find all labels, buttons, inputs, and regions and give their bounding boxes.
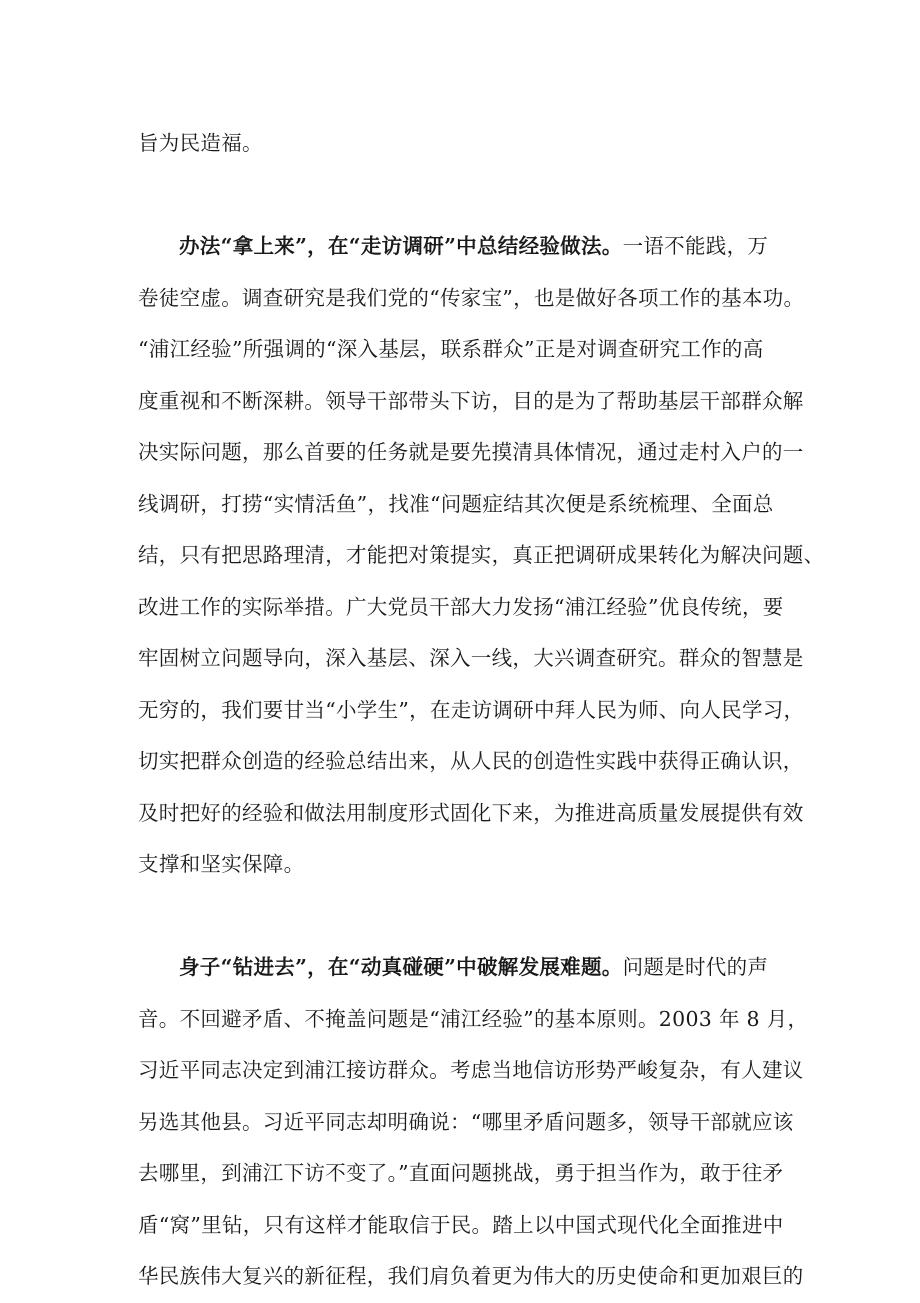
- paragraph-1-line-5: 决实际问题，那么首要的任务就是要先摸清具体情况，通过走村入户的一: [138, 440, 804, 464]
- paragraph-gap: [138, 891, 793, 943]
- document-body: [138, 118, 825, 1303]
- paragraph-2-line-5: 去哪里，到浦江下访不变了。”直面问题挑战，勇于担当作为，敢于往矛: [138, 1161, 784, 1185]
- paragraph-2-line-1: [138, 942, 793, 994]
- paragraph-0-line-1: 旨为民造福。: [138, 131, 263, 155]
- paragraph-2-line-3: 习近平同志决定到浦江接访群众。考虑当地信访形势严峻复杂，有人建议: [138, 1058, 804, 1082]
- paragraph-1-line-11: 切实把群众创造的经验总结出来，从人民的创造性实践中获得正确认识，: [138, 749, 804, 773]
- paragraph-1-line-7: 结，只有把思路理清，才能把对策提实，真正把调研成果转化为解决问题、: [138, 543, 825, 567]
- paragraph-2-heading: 身子“钻进去”，在“动真碰硬”中破解发展难题。: [179, 955, 623, 979]
- paragraph-2-line-4: 另选其他县。习近平同志却明确说：“哪里矛盾问题多，领导干部就应该: [138, 1109, 794, 1134]
- paragraph-1-line-3: “浦江经验”所强调的“深入基层，联系群众”正是对调查研究工作的高: [138, 337, 764, 361]
- paragraph-2-line-6: 盾“窝”里钻，只有这样才能取信于民。踏上以中国式现代化全面推进中: [138, 1212, 784, 1237]
- paragraph-2-line-7: 华民族伟大复兴的新征程，我们肩负着更为伟大的历史使命和更加艰巨的: [138, 1264, 804, 1288]
- paragraph-gap: [138, 170, 793, 222]
- paragraph-1-first-tail: 一语不能践，万: [622, 234, 769, 258]
- paragraph-1-heading: 办法“拿上来”，在“走访调研”中总结经验做法。: [179, 234, 623, 258]
- paragraph-1-line-2: 卷徒空虚。调查研究是我们党的“传家宝”，也是做好各项工作的基本功。: [138, 285, 805, 310]
- paragraph-1-line-13: 支撑和坚实保障。: [138, 852, 305, 876]
- paragraph-1-line-9: 牢固树立问题导向，深入基层、深入一线，大兴调查研究。群众的智慧是: [138, 646, 804, 670]
- paragraph-2-first-tail: 问题是时代的声: [622, 955, 769, 979]
- paragraph-2-line-2: 音。不回避矛盾、不掩盖问题是“浦江经验”的基本原则。2003 年 8 月，: [138, 1006, 809, 1031]
- paragraph-1-line-8: 改进工作的实际举措。广大党员干部大力发扬“浦江经验”优良传统，要: [138, 594, 784, 619]
- paragraph-1-line-12: 及时把好的经验和做法用制度形式固化下来，为推进高质量发展提供有效: [138, 800, 804, 825]
- paragraph-1-line-10: 无穷的，我们要甘当“小学生”，在走访调研中拜人民为师、向人民学习，: [138, 697, 805, 722]
- paragraph-1-line-6: 线调研，打捞“实情活鱼”，找准“问题症结其次便是系统梳理、全面总: [138, 491, 774, 516]
- paragraph-1-line-4: 度重视和不断深耕。领导干部带头下访，目的是为了帮助基层干部群众解: [138, 388, 804, 413]
- paragraph-1-line-1: [138, 221, 793, 273]
